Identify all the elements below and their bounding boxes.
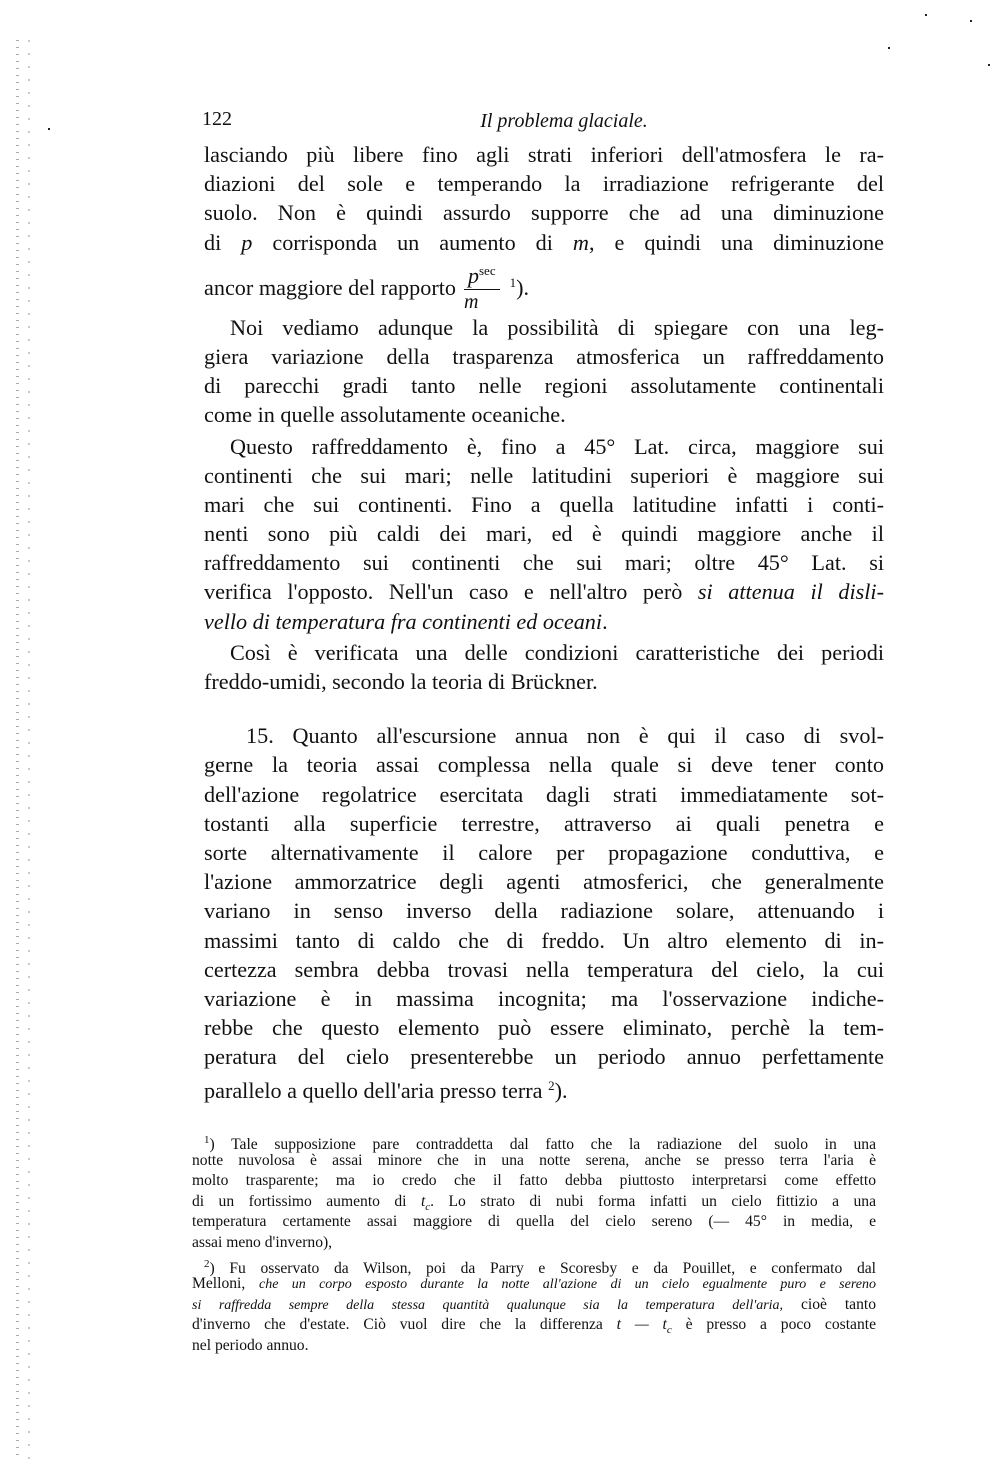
- text-line: 15. Quanto all'escursione annua non è qui il caso di svol-: [246, 723, 884, 749]
- text-line: rebbe che questo elemento può essere eliminato, perchè la tem-: [204, 1015, 884, 1041]
- fraction: [464, 264, 500, 312]
- text-line: continenti che sui mari; nelle latitudini superiori è maggiore sui: [204, 462, 884, 488]
- emphasis-text: si raffredda sempre della stessa quantità qualunque sia la temperatura dell'aria,: [192, 1297, 784, 1313]
- text-fragment: verifica l'opposto. Nell'un caso e nell'altro però: [204, 579, 698, 605]
- text-line: Noi vediamo adunque la possibilità di spiegare con una leg-: [230, 314, 884, 340]
- math-variable: p: [467, 262, 479, 288]
- scan-edge-artifact: [14, 40, 34, 1460]
- footnote-line: [192, 1295, 876, 1316]
- text-line: suolo. Non è quindi assurdo supporre che ad una diminuzione: [204, 200, 884, 226]
- text-line: peratura del cielo presenterebbe un periodo annuo perfettamente: [204, 1044, 884, 1070]
- footnote-line: molto trasparente; ma io credo che il fatto debba piuttosto interpretarsi come effetto: [192, 1172, 876, 1190]
- text-line: nenti sono più caldi dei mari, ed è quindi maggiore anche il: [204, 521, 884, 547]
- math-variable: t: [420, 1192, 426, 1210]
- text-fragment: ).: [554, 1078, 568, 1104]
- footnote-line: nel periodo annuo.: [192, 1336, 309, 1354]
- text-line: dell'azione regolatrice esercitata dagli strati immediatamente sot-: [204, 781, 884, 807]
- main-text: [204, 140, 884, 1104]
- footnote-line: temperatura certamente assai maggiore di quella del cielo sereno (— 45° in media, e: [192, 1213, 876, 1231]
- math-variable: t — t: [616, 1316, 667, 1334]
- text-fragment: ) Tale supposizione pare contraddetta dal fatto che la radiazione del suolo in una: [209, 1136, 876, 1153]
- footnote-line: [192, 1192, 876, 1213]
- footnote-mark: 2: [204, 1257, 210, 1270]
- emphasis-text: vello di temperatura fra continenti ed oceani: [204, 608, 603, 634]
- section-15: [204, 721, 884, 1104]
- paragraph-1: [204, 140, 884, 313]
- text-line: tostanti alla superficie terrestre, attraverso ai quali penetra e: [204, 810, 884, 836]
- text-fragment: ).: [516, 274, 530, 300]
- footnote-line: [192, 1130, 876, 1151]
- scan-speck: [988, 64, 990, 66]
- text-fragment: ancor maggiore del rapporto: [204, 274, 456, 300]
- emphasis-text: che un corpo esposto durante la notte all'azione di un cielo egualmente puro e sereno: [259, 1277, 876, 1293]
- text-line: massimi tanto di caldo che di freddo. Un altro elemento di in-: [204, 927, 884, 953]
- footnote-line: [192, 1315, 876, 1336]
- text-line: [204, 607, 884, 636]
- paragraph-4: [204, 638, 884, 696]
- text-line: di parecchi gradi tanto nelle regioni assolutamente continentali: [204, 373, 884, 399]
- text-line: diazioni del sole e temperando la irradiazione refrigerante del: [204, 171, 884, 197]
- text-fragment: di un fortissimo aumento di: [192, 1192, 421, 1210]
- math-variable: p: [241, 229, 253, 255]
- text-fragment: Melloni,: [192, 1275, 259, 1293]
- scan-speck: [925, 14, 927, 16]
- footnote-1: [192, 1130, 876, 1254]
- text-line: mari che sui continenti. Fino a quella latitudine infatti i conti-: [204, 491, 884, 517]
- subscript: c: [666, 1324, 672, 1337]
- superscript: sec: [478, 262, 496, 278]
- text-line: variazione è in massima incognita; ma l'osservazione indiche-: [204, 985, 884, 1011]
- text-fragment: corrisponda un aumento di: [252, 229, 573, 255]
- footnote-ref[interactable]: 2: [548, 1078, 555, 1094]
- footnote-mark: 1: [204, 1134, 210, 1146]
- text-line: [204, 257, 884, 313]
- text-line: sorte alternativamente il calore per propagazione conduttiva, e: [204, 839, 884, 865]
- book-page: [202, 108, 884, 1104]
- text-line: [204, 577, 884, 606]
- text-line: l'azione ammorzatrice degli agenti atmosferici, che generalmente: [204, 869, 884, 895]
- footnote-line: [192, 1274, 876, 1295]
- footnote-line: assai meno d'inverno),: [192, 1233, 333, 1251]
- text-line: [204, 228, 884, 257]
- footnote-line: notte nuvolosa è assai minore che in una notte serena, anche se presso terra l'aria è: [192, 1151, 876, 1169]
- paragraph-2: [204, 313, 884, 430]
- footnote-line: [192, 1254, 876, 1275]
- text-line: [204, 1071, 884, 1104]
- running-title: Il problema glaciale.: [480, 110, 648, 132]
- text-line: lasciando più libere fino agli strati inferiori dell'atmosfera le ra-: [204, 142, 884, 167]
- paragraph-3: [204, 432, 884, 636]
- text-line: gerne la teoria assai complessa nella quale si deve tener conto: [204, 752, 884, 778]
- text-line: Così è verificata una delle condizioni caratteristiche dei periodi: [230, 639, 884, 665]
- text-fragment: parallelo a quello dell'aria presso terra: [204, 1078, 549, 1104]
- text-line: variano in senso inverso della radiazione solare, attenuando i: [204, 898, 884, 924]
- text-fragment: cioè tanto: [783, 1295, 877, 1313]
- page-header: [204, 108, 884, 140]
- text-fragment: . Lo strato di nubi forma infatti un cielo fittizio a una: [430, 1192, 876, 1210]
- scan-speck: [970, 20, 972, 22]
- fraction-denominator: m: [463, 290, 479, 313]
- text-fragment: d'inverno che d'estate. Ciò vuol dire che la differenza: [192, 1316, 617, 1334]
- text-fragment: ) Fu osservato da Wilson, poi da Parry e Scoresby e da Pouillet, e confermato dal: [209, 1259, 876, 1277]
- text-fragment: .: [602, 608, 608, 634]
- text-fragment: è presso a poco costante: [671, 1316, 877, 1334]
- footnote-2: [192, 1254, 876, 1357]
- math-variable: m: [572, 229, 589, 255]
- text-line: certezza sembra debba trovasi nella temperatura del cielo, la cui: [204, 956, 884, 982]
- text-line: raffreddamento sui continenti che sui mari; oltre 45° Lat. si: [204, 550, 884, 576]
- page-number: 122: [202, 108, 232, 130]
- scan-speck: [48, 128, 50, 130]
- text-line: freddo-umidi, secondo la teoria di Brückner.: [204, 669, 598, 694]
- text-fragment: di: [204, 229, 242, 255]
- text-line: come in quelle assolutamente oceaniche.: [204, 402, 566, 428]
- text-fragment: , e quindi una diminuzione: [588, 229, 884, 255]
- text-line: giera variazione della trasparenza atmosferica un raffreddamento: [204, 343, 884, 369]
- subscript: c: [425, 1200, 431, 1213]
- footnotes: [192, 1130, 876, 1357]
- footnote-ref[interactable]: 1: [509, 274, 517, 290]
- text-line: Questo raffreddamento è, fino a 45° Lat. circa, maggiore sui: [230, 433, 884, 459]
- fraction-numerator: [464, 264, 500, 290]
- section-gap: [204, 696, 884, 721]
- emphasis-text: si attenua il disli-: [697, 579, 884, 605]
- scan-speck: [888, 47, 890, 49]
